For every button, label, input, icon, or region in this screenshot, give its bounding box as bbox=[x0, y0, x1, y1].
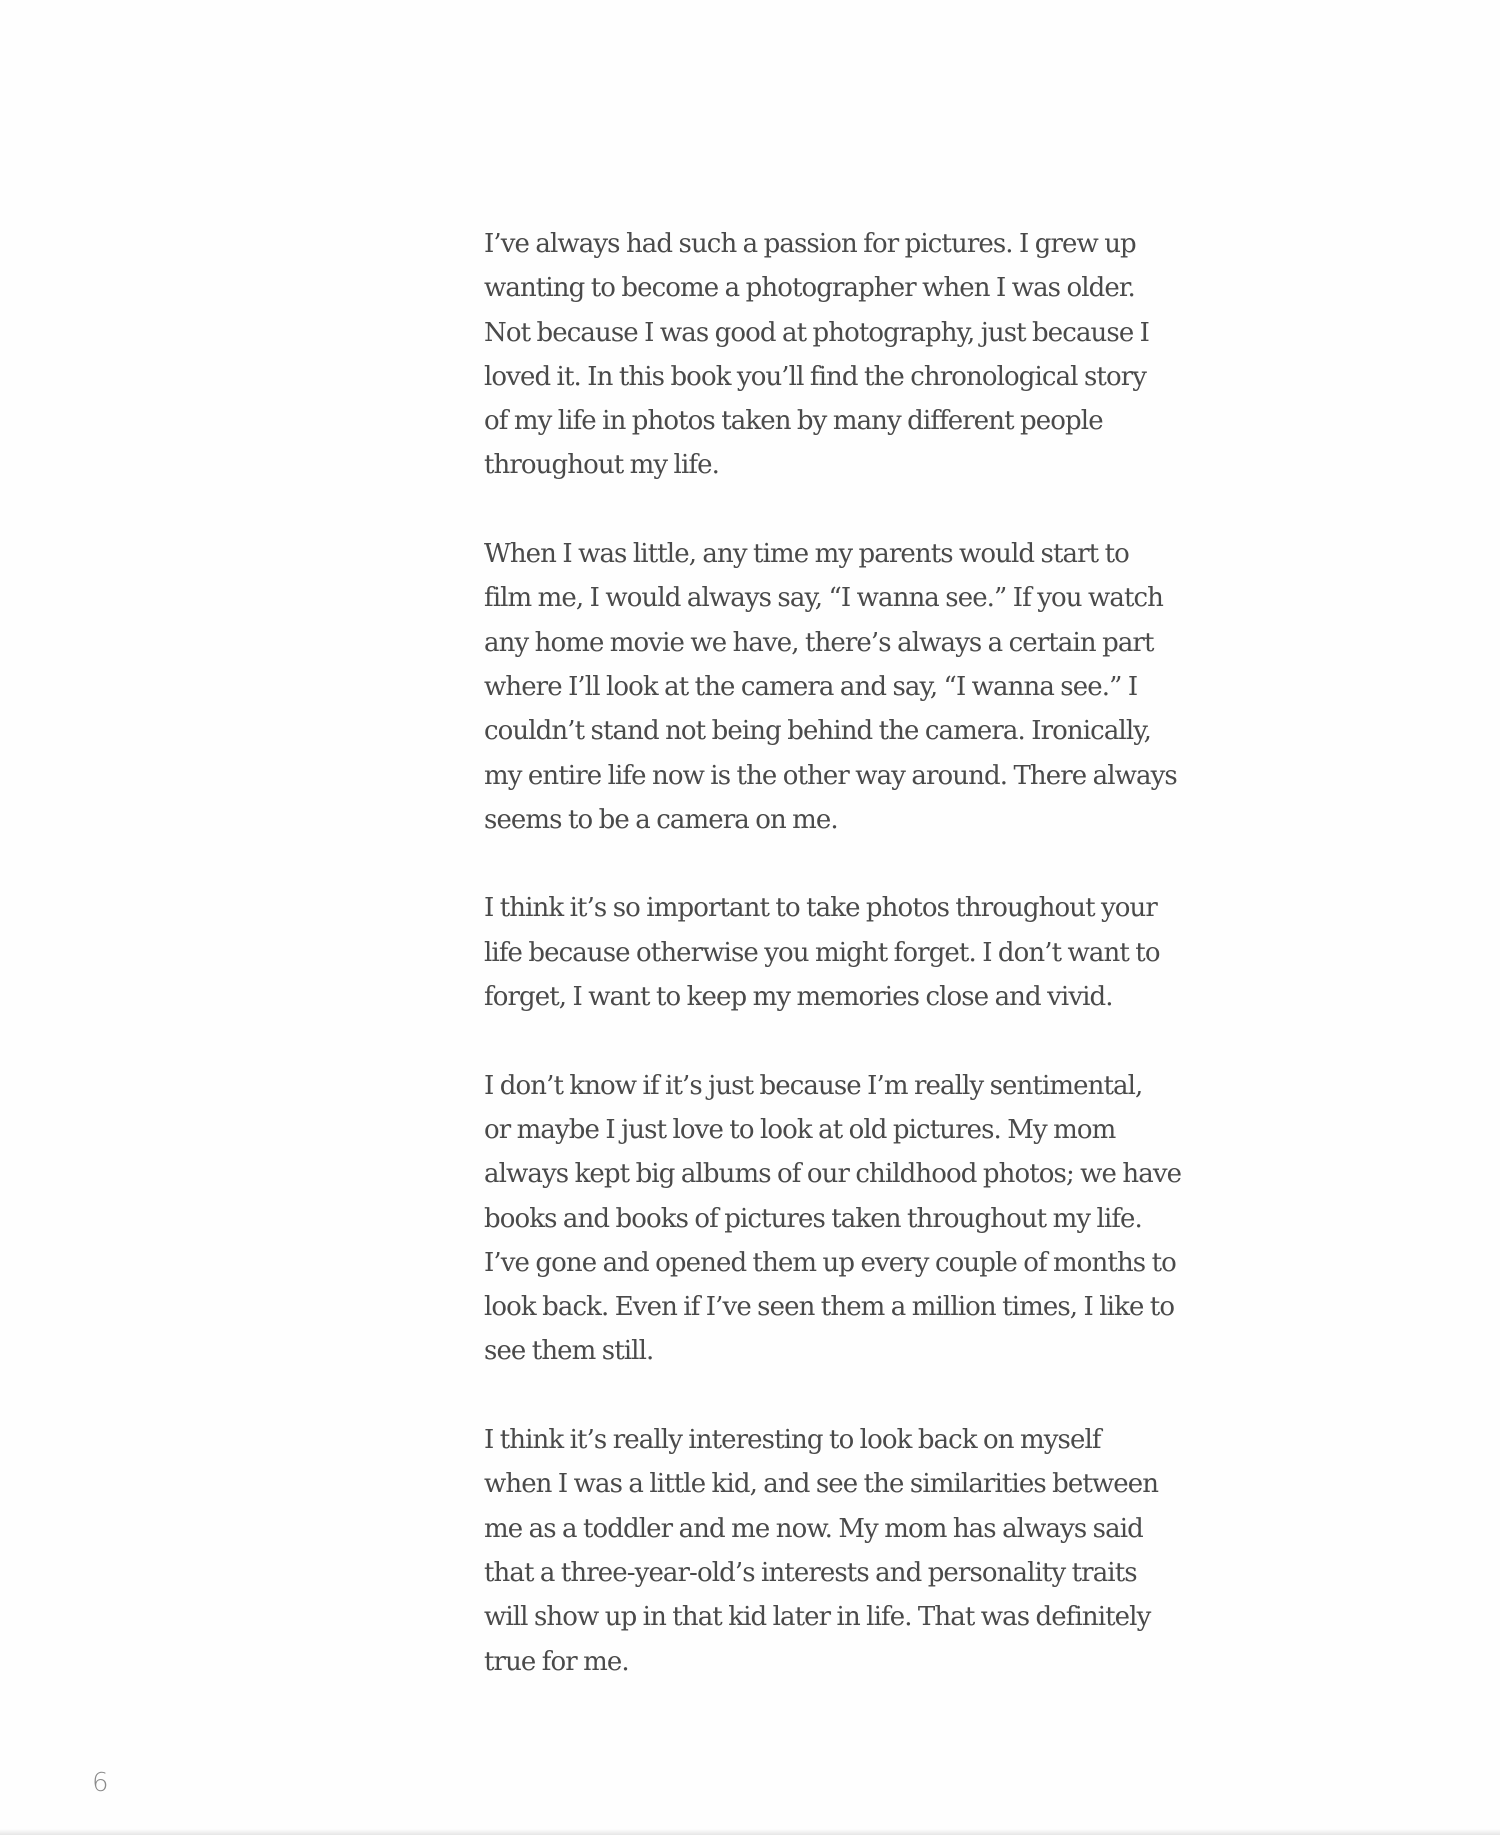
text-line: couldn’t stand not being behind the camera. Ironically, bbox=[484, 716, 1151, 747]
paragraph bbox=[484, 532, 1254, 842]
text-line: film me, I would always say, “I wanna see.” If you watch bbox=[484, 583, 1164, 614]
text-line: I think it’s so important to take photos throughout your bbox=[484, 893, 1157, 924]
page-bottom-edge bbox=[0, 1829, 1500, 1835]
paragraph bbox=[484, 886, 1254, 1019]
text-line: I don’t know if it’s just because I’m really sentimental, bbox=[484, 1070, 1143, 1101]
body-text bbox=[484, 222, 1254, 1684]
paragraph bbox=[484, 1064, 1254, 1374]
text-line: me as a toddler and me now. My mom has always said bbox=[484, 1513, 1143, 1544]
text-line: wanting to become a photographer when I was older. bbox=[484, 273, 1135, 304]
text-line: seems to be a camera on me. bbox=[484, 804, 838, 835]
text-line: will show up in that kid later in life. That was definitely bbox=[484, 1602, 1151, 1633]
text-line: my entire life now is the other way around. There always bbox=[484, 760, 1177, 791]
text-line: or maybe I just love to look at old pictures. My mom bbox=[484, 1114, 1116, 1145]
text-line: forget, I want to keep my memories close and vivid. bbox=[484, 982, 1113, 1013]
text-line: see them still. bbox=[484, 1336, 654, 1367]
text-line: life because otherwise you might forget. I don’t want to bbox=[484, 937, 1160, 968]
text-line: that a three-year-old’s interests and personality traits bbox=[484, 1557, 1137, 1588]
text-line: when I was a little kid, and see the similarities between bbox=[484, 1469, 1159, 1500]
text-line: throughout my life. bbox=[484, 450, 719, 481]
paragraph bbox=[484, 222, 1254, 488]
page-number: 6 bbox=[92, 1768, 109, 1798]
text-line: always kept big albums of our childhood photos; we have bbox=[484, 1159, 1182, 1190]
text-line: books and books of pictures taken throughout my life. bbox=[484, 1203, 1142, 1234]
text-line: loved it. In this book you’ll find the chronological story bbox=[484, 361, 1147, 392]
text-line: look back. Even if I’ve seen them a million times, I like to bbox=[484, 1292, 1175, 1323]
paragraph bbox=[484, 1418, 1254, 1684]
text-line: Not because I was good at photography, just because I bbox=[484, 317, 1150, 348]
text-line: I’ve gone and opened them up every couple of months to bbox=[484, 1247, 1176, 1278]
text-line: any home movie we have, there’s always a certain part bbox=[484, 627, 1154, 658]
text-line: I think it’s really interesting to look back on myself bbox=[484, 1425, 1101, 1456]
text-line: true for me. bbox=[484, 1646, 629, 1677]
text-line: I’ve always had such a passion for pictures. I grew up bbox=[484, 229, 1136, 259]
text-line: where I’ll look at the camera and say, “I wanna see.” I bbox=[484, 671, 1138, 702]
text-line: When I was little, any time my parents would start to bbox=[484, 539, 1129, 570]
text-line: of my life in photos taken by many different people bbox=[484, 406, 1103, 437]
